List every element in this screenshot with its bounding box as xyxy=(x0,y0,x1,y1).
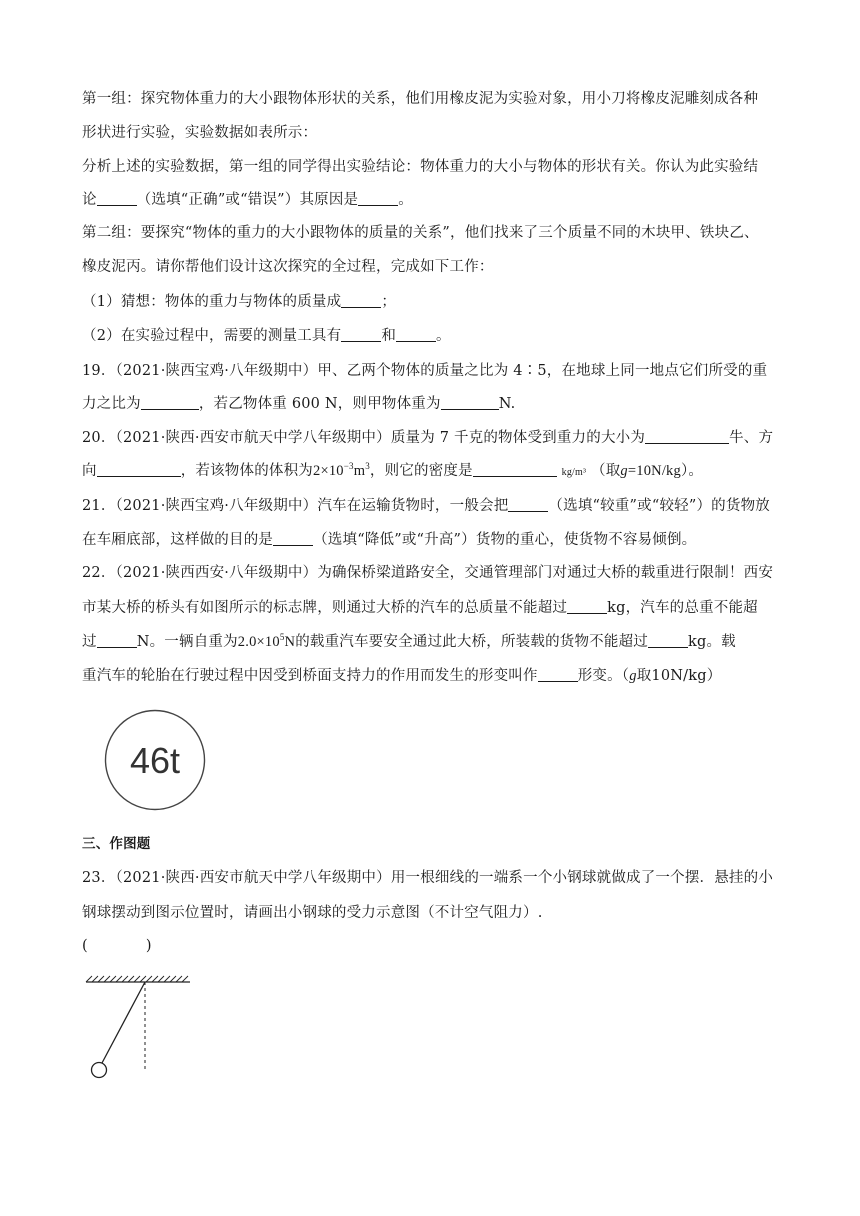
question-21-line2 xyxy=(82,530,696,550)
answer-bracket[interactable] xyxy=(82,936,152,956)
paragraph-group2-line1: 第二组：要探究“物体的重力的大小跟物体的质量的关系”，他们找来了三个质量不同的木块甲、铁块乙、 xyxy=(82,225,759,241)
exponent: −3 xyxy=(343,461,354,471)
question-20-line1 xyxy=(82,428,773,448)
question-22-line4 xyxy=(82,666,721,686)
text: kg，汽车的总重不能超 xyxy=(607,600,758,616)
text: （取 xyxy=(591,463,621,479)
section-heading: 三、作图题 xyxy=(82,836,151,852)
text: 20．（2021·陕西·西安市航天中学八年级期中）质量为 7 千克的物体受到重力的大小为 xyxy=(82,430,646,446)
answer-blank[interactable] xyxy=(441,395,499,410)
text: N。一辆自重为 xyxy=(136,634,238,650)
steel-ball xyxy=(92,1063,107,1078)
question-19-line2 xyxy=(82,394,515,414)
text: ( xyxy=(82,938,88,954)
text: 过 xyxy=(82,634,97,650)
unit: m xyxy=(353,463,366,479)
answer-blank[interactable] xyxy=(97,191,137,206)
text: （选填“较重”或“较轻”）的货物放 xyxy=(548,498,770,514)
text: 2.0×10 xyxy=(237,634,280,650)
paragraph-group2-line2: 橡皮泥丙。请你帮他们设计这次探究的全过程，完成如下工作： xyxy=(82,259,494,275)
text: 市某大桥的桥头有如图所示的标志牌，则通过大桥的汽车的总质量不能超过 xyxy=(82,600,568,616)
volume-value xyxy=(313,463,370,479)
paragraph-group1-line1: 第一组：探究物体重力的大小跟物体形状的关系，他们用橡皮泥为实验对象，用小刀将橡皮泥雕刻成各种 xyxy=(82,91,759,107)
self-weight-value xyxy=(238,634,295,650)
text: ，若该物体的体积为 xyxy=(180,463,314,479)
text: 和 xyxy=(381,328,397,344)
text: ，则它的密度是 xyxy=(369,463,473,479)
answer-blank[interactable] xyxy=(645,429,729,444)
text: N. xyxy=(498,396,516,412)
paragraph-group1-line2: 形状进行实验，实验数据如表所示： xyxy=(82,125,318,141)
answer-blank[interactable] xyxy=(273,531,313,546)
text: ) xyxy=(145,938,152,954)
question-22-line3 xyxy=(82,632,736,652)
text: 在车厢底部，这样做的目的是 xyxy=(82,532,274,548)
paragraph-analysis-line2 xyxy=(82,190,413,210)
answer-blank[interactable] xyxy=(396,327,436,342)
text: 力之比为 xyxy=(82,396,141,412)
text: =10N/kg xyxy=(627,463,681,479)
question-21-line1 xyxy=(82,496,770,516)
question-23-line2: 钢球摆动到图示位置时，请画出小钢球的受力示意图（不计空气阻力）. xyxy=(82,905,543,921)
answer-blank[interactable] xyxy=(341,293,381,308)
unit: N xyxy=(284,634,296,650)
exponent: 5 xyxy=(279,632,285,642)
text: ）。 xyxy=(680,463,704,479)
answer-blank[interactable] xyxy=(341,327,381,342)
text: （选填“降低”或“升高”）货物的重心，使货物不容易倾倒。 xyxy=(313,532,697,548)
question-22-line1: 22．（2021·陕西西安·八年级期中）为确保桥梁道路安全，交通管理部门对通过大桥的载重进行限制！西安 xyxy=(82,565,774,581)
paragraph-analysis-line1: 分析上述的实验数据，第一组的同学得出实验结论：物体重力的大小与物体的形状有关。你认为此实验结 xyxy=(82,159,759,175)
answer-blank[interactable] xyxy=(97,462,181,477)
text: 形变。（ xyxy=(577,668,630,684)
text: 。 xyxy=(436,328,451,344)
answer-blank[interactable] xyxy=(538,667,578,682)
answer-blank[interactable] xyxy=(508,497,548,512)
item-tools xyxy=(82,326,451,346)
text: （2）在实验过程中，需要的测量工具有 xyxy=(82,328,342,344)
item-guess xyxy=(82,292,396,312)
exponent: 3 xyxy=(365,461,370,471)
ceiling-hatch xyxy=(86,976,188,982)
text: （选填“正确”或“错误”）其原因是 xyxy=(136,192,359,208)
question-20-line2 xyxy=(82,461,703,483)
symbol-g: g xyxy=(629,668,637,684)
answer-blank[interactable] xyxy=(358,191,398,206)
density-unit: kg/m³ xyxy=(561,467,587,478)
answer-blank[interactable] xyxy=(141,395,199,410)
text: kg。载 xyxy=(688,634,736,650)
text: 牛、方 xyxy=(729,430,774,446)
text: 的载重汽车要安全通过此大桥，所装载的货物不能超过 xyxy=(295,634,648,650)
question-19-line1: 19．（2021·陕西宝鸡·八年级期中）甲、乙两个物体的质量之比为 4∶5，在地球上同一地点它们所受的重 xyxy=(82,363,768,379)
text: （1）猜想：物体的重力与物体的质量成 xyxy=(82,294,342,310)
weight-limit-sign xyxy=(104,709,206,811)
text: 2×10 xyxy=(313,463,344,479)
text: 。 xyxy=(398,192,413,208)
answer-blank[interactable] xyxy=(648,633,688,648)
text: 论 xyxy=(82,192,97,208)
text: 向 xyxy=(82,463,97,479)
text: ，若乙物体重 600 N，则甲物体重为 xyxy=(198,396,441,412)
answer-blank[interactable] xyxy=(97,633,137,648)
text: 重汽车的轮胎在行驶过程中因受到桥面支持力的作用而发生的形变叫作 xyxy=(82,668,538,684)
text: 21．（2021·陕西宝鸡·八年级期中）汽车在运输货物时，一般会把 xyxy=(82,498,509,514)
text: 取10N/kg） xyxy=(636,668,722,684)
pendulum-diagram xyxy=(84,975,194,1083)
question-22-line2 xyxy=(82,598,758,618)
sign-label: 46t xyxy=(129,740,181,781)
symbol-g: g xyxy=(620,463,628,479)
answer-blank[interactable] xyxy=(473,462,557,477)
text: ； xyxy=(381,294,397,310)
question-23-line1: 23．（2021·陕西·西安市航天中学八年级期中）用一根细线的一端系一个小钢球就做成了一个摆．悬挂的小 xyxy=(82,870,774,886)
pendulum-string xyxy=(102,982,145,1063)
answer-blank[interactable] xyxy=(567,599,607,614)
